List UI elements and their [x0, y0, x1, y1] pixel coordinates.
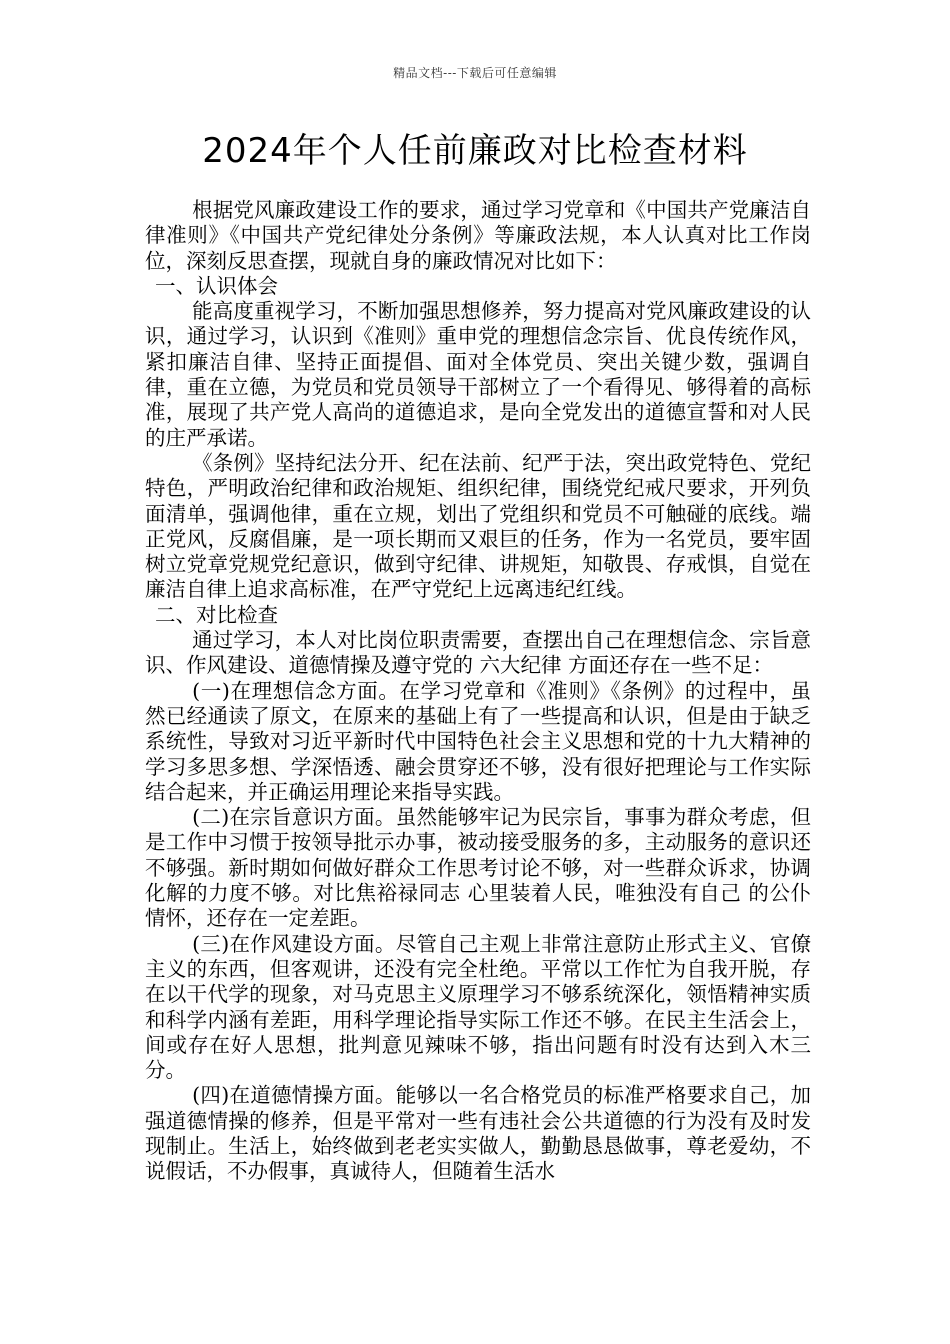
document-title: 2024年个人任前廉政对比检查材料 [202, 131, 748, 171]
section2-paragraph-5: (四)在道德情操方面。能够以一名合格党员的标准严格要求自己，加强道德情操的修养，但是平常对一些有违社会公共道德的行为没有及时发现制止。生活上，始终做到老老实实做人，勤勤恳恳做事，尊老爱幼，不说假话，不办假事，真诚待人，但随着生活水 [145, 1083, 811, 1184]
document-body [145, 198, 811, 1185]
section-heading-1: 一、认识体会 [155, 273, 278, 298]
section2-paragraph-1: 通过学习，本人对比岗位职责需要，查摆出自己在理想信念、宗旨意识、作风建设、道德情操及遵守党的 六大纪律 方面还存在一些不足： [145, 628, 811, 678]
section2-paragraph-3: (二)在宗旨意识方面。虽然能够牢记为民宗旨，事事为群众考虑，但是工作中习惯于按领导批示办事，被动接受服务的多，主动服务的意识还不够强。新时期如何做好群众工作思考讨论不够，对一些群众诉求，协调化解的力度不够。对比焦裕禄同志 心里装着人民，唯独没有自己 的公仆情怀，还存在一定差距。 [145, 805, 811, 931]
section-heading-2: 二、对比检查 [155, 602, 278, 627]
section2-paragraph-2: (一)在理想信念方面。在学习党章和《准则》《条例》的过程中，虽然已经通读了原文，在原来的基础上有了一些提高和认识，但是由于缺乏系统性，导致对习近平新时代中国特色社会主义思想和党的十九大精神的学习多思多想、学深悟透、融会贯穿还不够，没有很好把理论与工作实际结合起来，并正确运用理论来指导实践。 [145, 678, 811, 804]
intro-paragraph: 根据党风廉政建设工作的要求，通过学习党章和《中国共产党廉洁自律准则》《中国共产党纪律处分条例》等廉政法规，本人认真对比工作岗位，深刻反思查摆，现就自身的廉政情况对比如下： [145, 198, 811, 273]
header-note: 精品文档---下载后可任意编辑 [393, 66, 557, 80]
section1-paragraph-2: 《条例》坚持纪法分开、纪在法前、纪严于法，突出政党特色、党纪特色，严明政治纪律和政治规矩、组织纪律，围绕党纪戒尺要求，开列负面清单，强调他律，重在立规，划出了党组织和党员不可触碰的底线。端正党风，反腐倡廉，是一项长期而又艰巨的任务，作为一名党员，要牢固树立党章党规党纪意识，做到守纪律、讲规矩，知敬畏、存戒惧，自觉在廉洁自律上追求高标准，在严守党纪上远离违纪红线。 [145, 450, 811, 602]
section1-paragraph-1: 能高度重视学习，不断加强思想修养，努力提高对党风廉政建设的认识，通过学习，认识到《准则》重申党的理想信念宗旨、优良传统作风，紧扣廉洁自律、坚持正面提倡、面对全体党员、突出关键少数，强调自律，重在立德，为党员和党员领导干部树立了一个看得见、够得着的高标准，展现了共产党人高尚的道德追求，是向全党发出的道德宣誓和对人民的庄严承诺。 [145, 299, 811, 450]
section2-paragraph-4: (三)在作风建设方面。尽管自己主观上非常注意防止形式主义、官僚主义的东西，但客观讲，还没有完全杜绝。平常以工作忙为自我开脱，存在以干代学的现象，对马克思主义原理学习不够系统深化，领悟精神实质和科学内涵有差距，用科学理论指导实际工作还不够。在民主生活会上，间或存在好人思想，批判意见辣味不够，指出问题有时没有达到入木三分。 [145, 931, 811, 1083]
